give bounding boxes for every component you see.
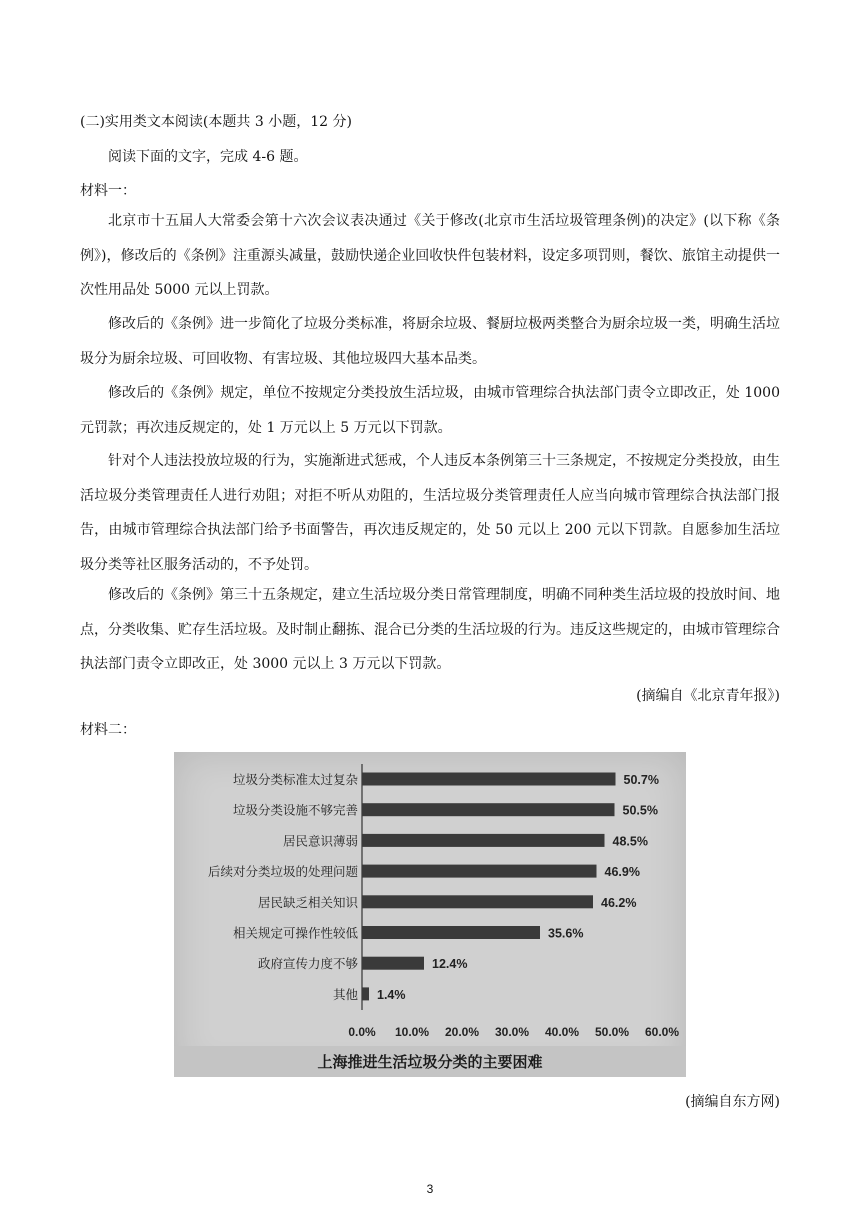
x-tick-label: 0.0% [348,1025,376,1039]
bar [362,987,369,1000]
data-label: 50.7% [623,773,659,787]
x-tick-label: 30.0% [494,1025,530,1039]
material-one-paragraph: 针对个人违法投放垃圾的行为，实施渐进式惩戒，个人违反本条例第三十三条规定，不按规定分类投放，由生活垃圾分类管理责任人进行劝阻；对拒不听从劝阻的，生活垃圾分类管理责任人应当向城市管理综合执法部门报告，由城市管理综合执法部门给予书面警告，再次违反规定的，处 50 元以上 200 元以下罚款。自愿参加生活垃圾分类等社区服务活动的，不予处罚。 [80,453,780,573]
section-heading: (二)实用类文本阅读(本题共 3 小题，12 分) [80,114,352,130]
bar-chart-figure [174,752,686,1077]
data-label: 46.9% [604,865,640,880]
instruction: 阅读下面的文字，完成 4-6 题。 [108,149,308,165]
data-label: 12.4% [432,957,468,972]
material-one-paragraph: 修改后的《条例》规定，单位不按规定分类投放生活垃圾，由城市管理综合执法部门责令立即改正，处 1000 元罚款；再次违反规定的，处 1 万元以上 5 万元以下罚款。 [80,385,780,436]
material-one-source: (摘编自《北京青年报》) [636,688,780,704]
x-tick-label: 10.0% [394,1025,430,1039]
category-label: 居民缺乏相关知识 [257,895,358,910]
category-label: 相关规定可操作性较低 [232,926,358,941]
x-tick-label: 40.0% [544,1025,580,1039]
material-one-paragraph: 修改后的《条例》进一步简化了垃圾分类标准，将厨余垃圾、餐厨垃极两类整合为厨余垃圾一类，明确生活垃圾分为厨余垃圾、可回收物、有害垃圾、其他垃圾四大基本品类。 [80,316,780,367]
material-one-paragraph: 北京市十五届人大常委会第十六次会议表决通过《关于修改(北京市生活垃圾管理条例)的决定》(以下称《条例》)，修改后的《条例》注重源头减量，鼓励快递企业回收快件包装材料，设定多项罚则，餐饮、旅馆主动提供一次性用品处 5000 元以上罚款。 [80,213,780,298]
bar [362,865,597,878]
x-tick-label: 50.0% [594,1025,630,1039]
category-label: 其他 [332,987,358,1002]
data-label: 35.6% [548,926,584,941]
category-label: 垃圾分类设施不够完善 [232,803,358,818]
bar [362,773,616,786]
x-tick-label: 60.0% [644,1025,680,1039]
bar [362,926,540,939]
bar-chart [174,752,686,1077]
page-number: 3 [426,1182,434,1196]
category-label: 政府宣传力度不够 [257,957,358,972]
chart-title: 上海推进生活垃圾分类的主要困难 [317,1054,543,1071]
material-one-label: 材料一： [80,183,136,199]
bar [362,803,615,816]
material-two-source: (摘编自东方网) [685,1094,780,1110]
data-label: 48.5% [612,834,648,849]
category-label: 垃圾分类标准太过复杂 [232,773,358,787]
bar [362,957,424,970]
data-label: 50.5% [622,803,658,818]
category-label: 后续对分类垃圾的处理问题 [207,865,358,880]
category-label: 居民意识薄弱 [282,834,358,849]
bar [362,834,605,847]
x-tick-label: 20.0% [444,1025,480,1039]
data-label: 46.2% [601,895,637,910]
data-label: 1.4% [377,987,406,1002]
material-one-paragraph: 修改后的《条例》第三十五条规定，建立生活垃圾分类日常管理制度，明确不同种类生活垃圾的投放时间、地点，分类收集、贮存生活垃圾。及时制止翻拣、混合已分类的生活垃圾的行为。违反这些规定的，由城市管理综合执法部门责令立即改正，处 3000 元以上 3 万元以下罚款。 [80,587,780,672]
material-two-label: 材料二： [80,722,136,738]
bar [362,895,593,908]
